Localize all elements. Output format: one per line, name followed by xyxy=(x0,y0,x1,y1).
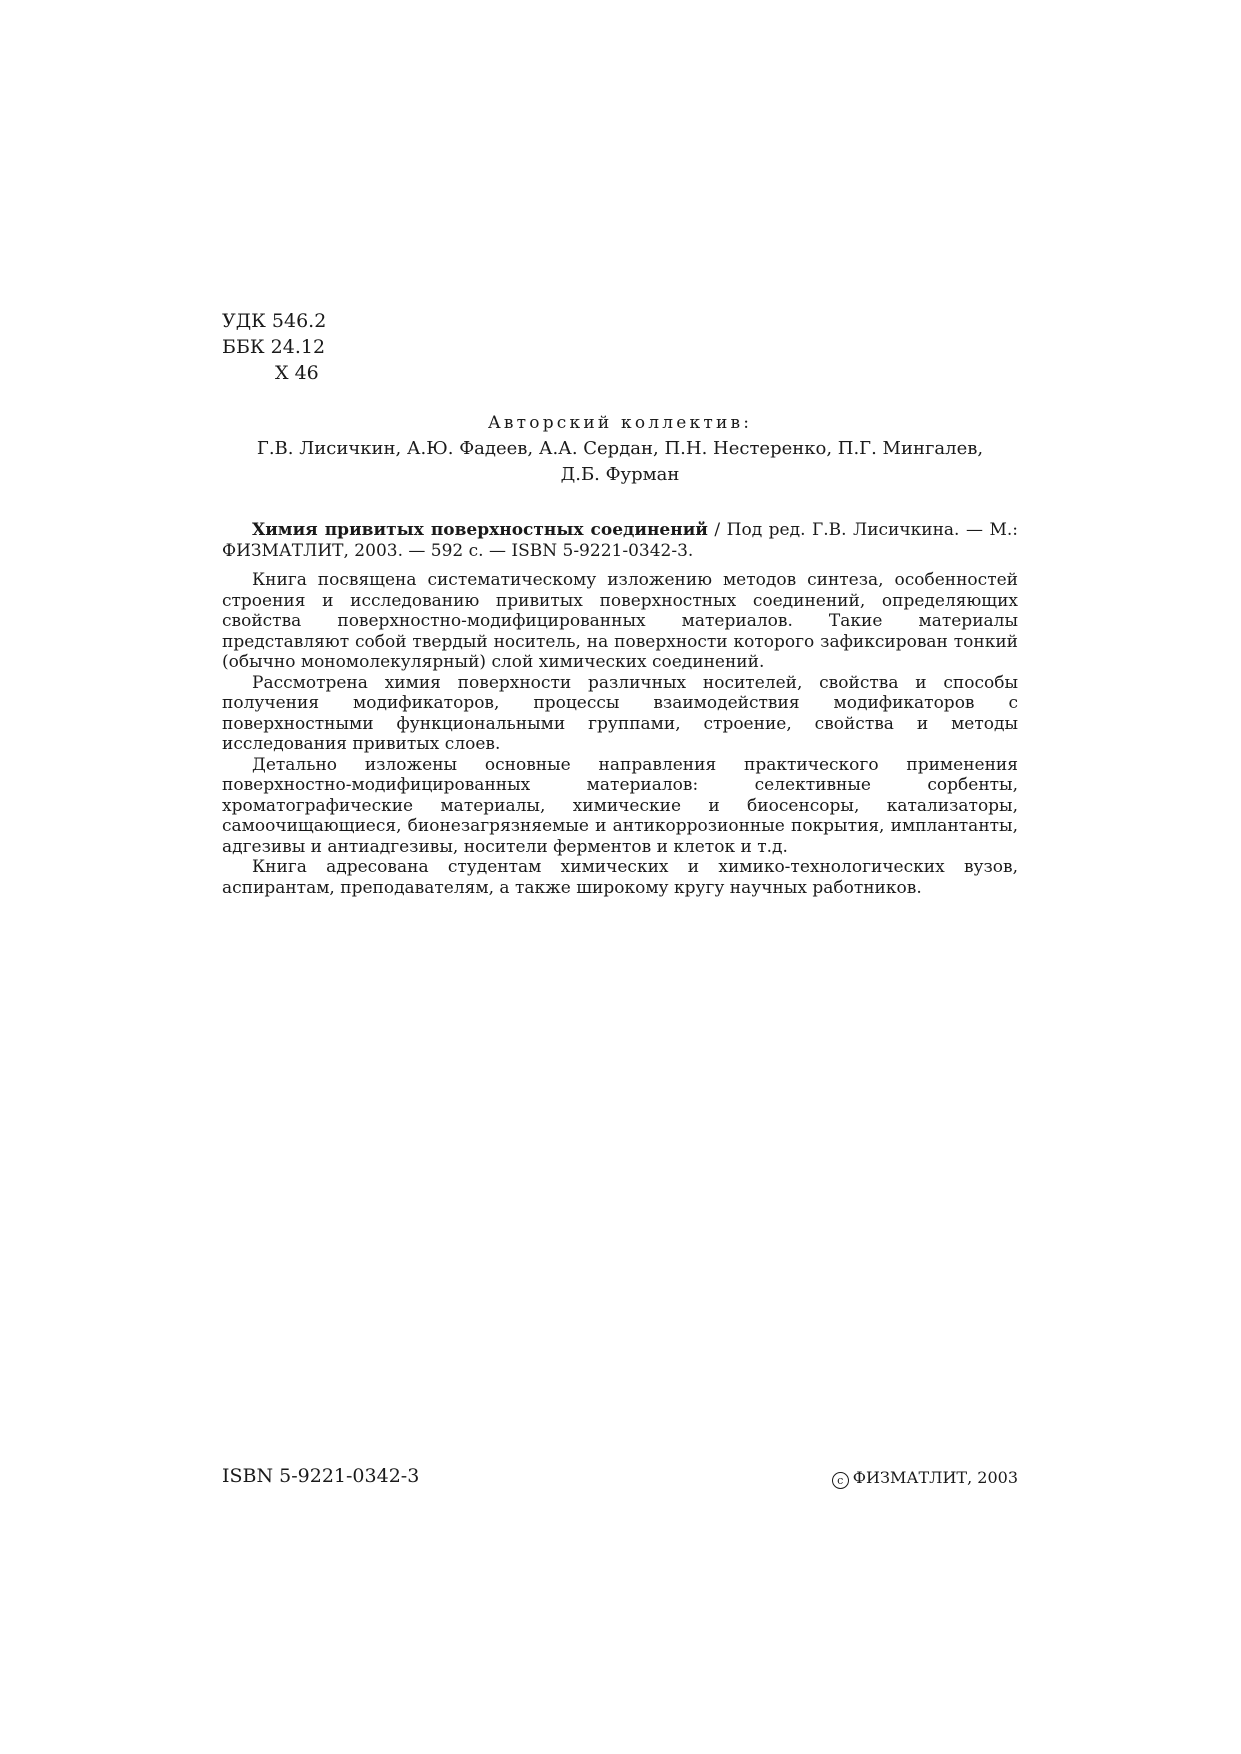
annotation-block xyxy=(222,520,1018,898)
book-title: Химия привитых поверхностных соединений xyxy=(252,520,708,540)
bbk-code: ББК 24.12 xyxy=(222,336,326,358)
authors-label: Авторский коллектив: xyxy=(487,413,753,433)
bibliographic-details: / Под ред. Г.В. Лисичкина. — М.: ФИЗМАТЛИТ, 2003. — 592 с. — ISBN 5-9221-0342-3. xyxy=(222,520,1018,561)
authors-block xyxy=(222,410,1018,488)
annotation-paragraph-1: Книга посвящена систематическому изложению методов синтеза, особенностей строения и исследованию привитых поверхностных соединений, определяющих свойства поверхностно-модифицированных материалов. Такие материалы представляют собой твердый носитель, на поверхности которого зафиксирован тонкий (обычно мономолекулярный) слой химических соединений. xyxy=(222,570,1018,672)
author-mark: Х 46 xyxy=(275,362,319,384)
annotation-paragraph-3: Детально изложены основные направления практического применения поверхностно-модифицированных материалов: селективные сорбенты, хроматографические материалы, химические и биосенсоры, катализаторы, самоочищающиеся, бионезагрязняемые и антикоррозионные покрытия, имплантанты, адгезивы и антиадгезивы, носители ферментов и клеток и т.д. xyxy=(222,754,1018,857)
authors-line-1: Г.В. Лисичкин, А.Ю. Фадеев, А.А. Сердан, П.Н. Нестеренко, П.Г. Мингалев, xyxy=(256,438,984,459)
annotation-paragraph-2: Рассмотрена химия поверхности различных носителей, свойства и способы получения модификаторов, процессы взаимодействия модификаторов с поверхностными функциональными группами, строение, свойства и методы исследования привитых слоев. xyxy=(222,672,1018,754)
footer-copyright xyxy=(832,1468,1018,1489)
copyright-text: ФИЗМАТЛИТ, 2003 xyxy=(852,1468,1018,1487)
copyright-icon: c xyxy=(832,1472,849,1489)
udk-code: УДК 546.2 xyxy=(222,310,327,332)
bibliographic-record xyxy=(222,520,1018,561)
classification-codes xyxy=(222,308,326,386)
annotation-paragraph-4: Книга адресована студентам химических и химико-технологических вузов, аспирантам, преподавателям, а также широкому кругу научных работников. xyxy=(222,857,1018,898)
authors-line-2: Д.Б. Фурман xyxy=(560,464,680,485)
footer-isbn: ISBN 5-9221-0342-3 xyxy=(222,1465,420,1487)
